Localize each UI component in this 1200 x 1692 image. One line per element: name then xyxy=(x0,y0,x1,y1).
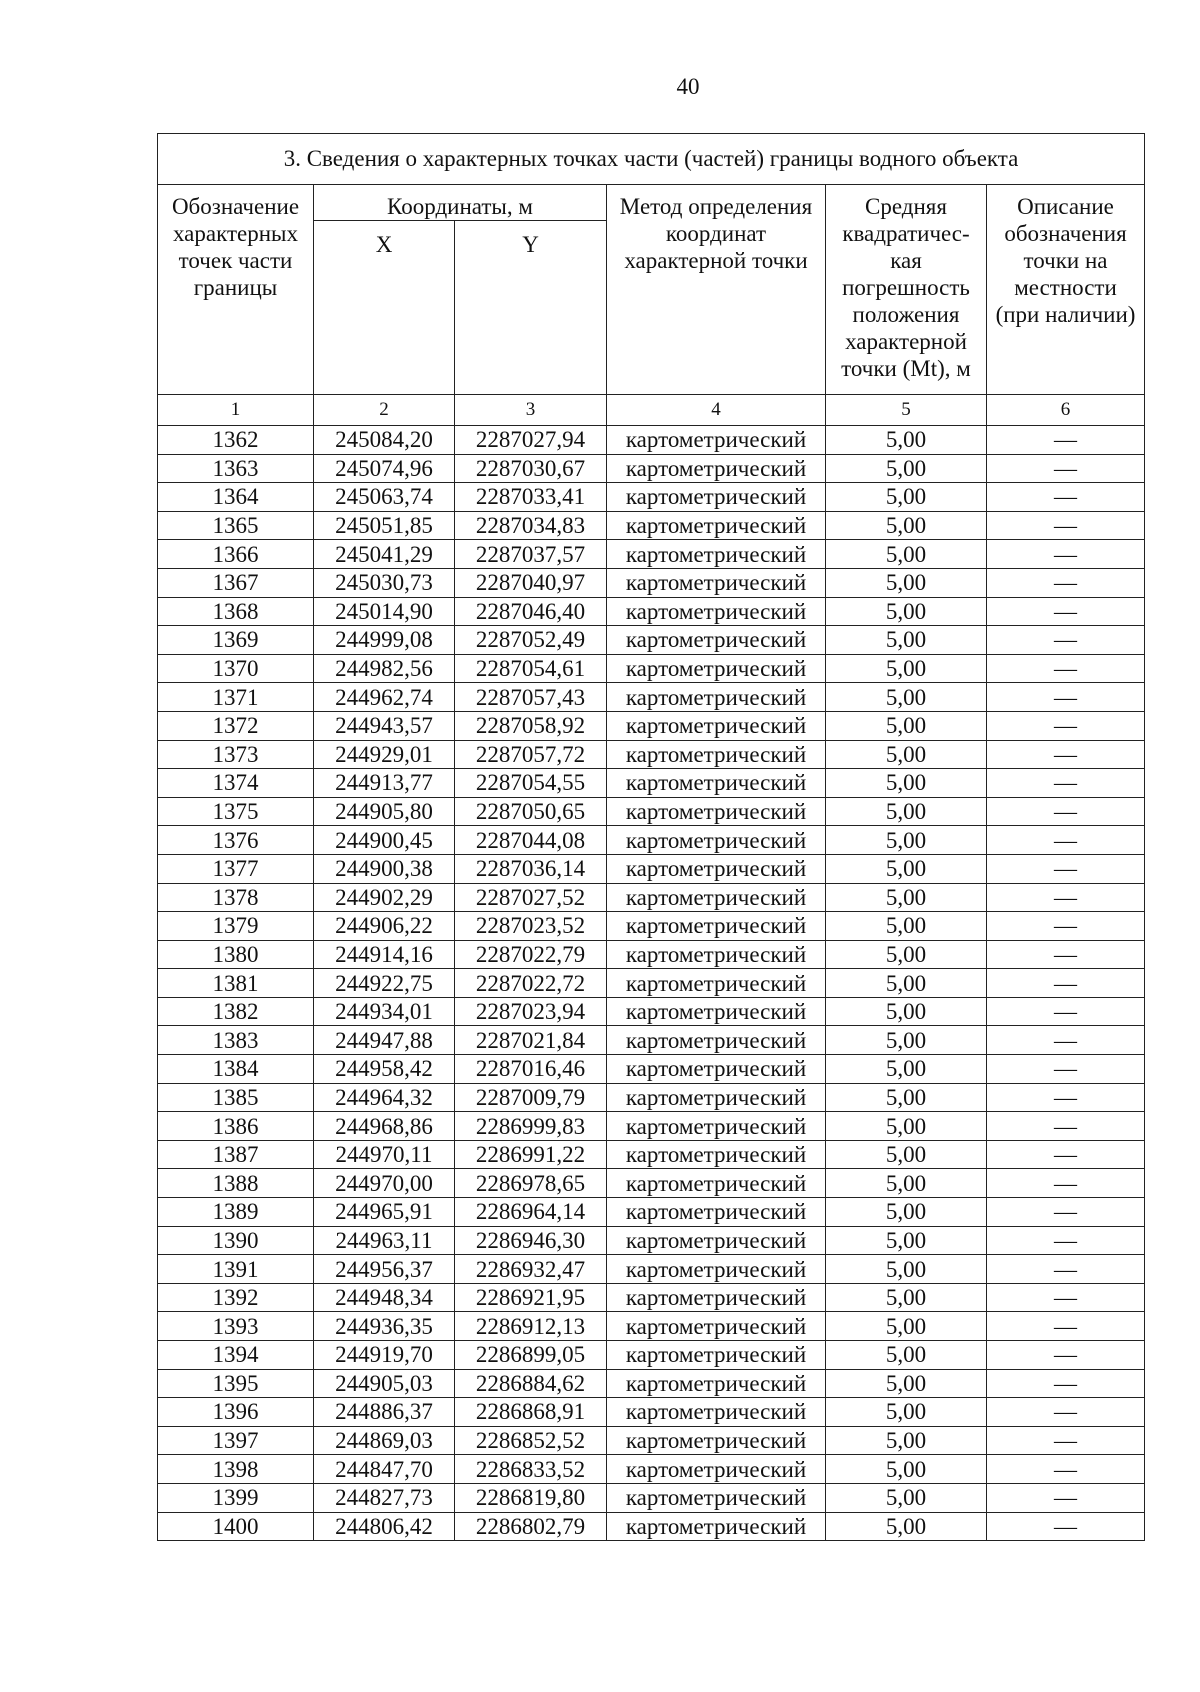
x-coordinate-cell: 244943,57 xyxy=(314,711,455,740)
y-coordinate-cell: 2287009,79 xyxy=(455,1083,607,1112)
method-cell: картометрический xyxy=(607,1055,826,1084)
point-cell: 1365 xyxy=(158,511,314,540)
description-cell: — xyxy=(987,597,1145,626)
description-cell: — xyxy=(987,912,1145,941)
x-coordinate-cell: 244964,32 xyxy=(314,1083,455,1112)
y-coordinate-cell: 2286964,14 xyxy=(455,1198,607,1227)
x-coordinate-cell: 244902,29 xyxy=(314,883,455,912)
point-cell: 1370 xyxy=(158,654,314,683)
point-cell: 1395 xyxy=(158,1369,314,1398)
error-cell: 5,00 xyxy=(826,626,987,655)
error-cell: 5,00 xyxy=(826,1226,987,1255)
table-row xyxy=(158,797,1145,826)
error-cell: 5,00 xyxy=(826,1483,987,1512)
error-cell: 5,00 xyxy=(826,969,987,998)
description-cell: — xyxy=(987,969,1145,998)
method-cell: картометрический xyxy=(607,1312,826,1341)
y-coordinate-cell: 2287054,55 xyxy=(455,769,607,798)
y-coordinate-cell: 2286884,62 xyxy=(455,1369,607,1398)
y-coordinate-cell: 2286912,13 xyxy=(455,1312,607,1341)
y-coordinate-cell: 2287033,41 xyxy=(455,483,607,512)
header-point: Обозначение характерных точек части границы xyxy=(158,185,314,395)
x-coordinate-cell: 244827,73 xyxy=(314,1483,455,1512)
table-row xyxy=(158,568,1145,597)
description-cell: — xyxy=(987,1398,1145,1427)
method-cell: картометрический xyxy=(607,626,826,655)
method-cell: картометрический xyxy=(607,1369,826,1398)
point-cell: 1367 xyxy=(158,568,314,597)
column-number: 5 xyxy=(826,395,987,426)
point-cell: 1372 xyxy=(158,711,314,740)
table-row xyxy=(158,483,1145,512)
method-cell: картометрический xyxy=(607,1455,826,1484)
method-cell: картометрический xyxy=(607,1026,826,1055)
y-coordinate-cell: 2287027,52 xyxy=(455,883,607,912)
method-cell: картометрический xyxy=(607,683,826,712)
description-cell: — xyxy=(987,483,1145,512)
point-cell: 1380 xyxy=(158,940,314,969)
x-coordinate-cell: 244900,45 xyxy=(314,826,455,855)
table-body xyxy=(158,426,1145,1541)
table-row xyxy=(158,1112,1145,1141)
x-coordinate-cell: 245074,96 xyxy=(314,454,455,483)
x-coordinate-cell: 244934,01 xyxy=(314,997,455,1026)
y-coordinate-cell: 2287023,52 xyxy=(455,912,607,941)
y-coordinate-cell: 2286932,47 xyxy=(455,1255,607,1284)
y-coordinate-cell: 2286819,80 xyxy=(455,1483,607,1512)
method-cell: картометрический xyxy=(607,883,826,912)
description-cell: — xyxy=(987,1426,1145,1455)
x-coordinate-cell: 244970,00 xyxy=(314,1169,455,1198)
description-cell: — xyxy=(987,1112,1145,1141)
error-cell: 5,00 xyxy=(826,1369,987,1398)
error-cell: 5,00 xyxy=(826,597,987,626)
description-cell: — xyxy=(987,1283,1145,1312)
point-cell: 1388 xyxy=(158,1169,314,1198)
x-coordinate-cell: 244948,34 xyxy=(314,1283,455,1312)
error-cell: 5,00 xyxy=(826,454,987,483)
y-coordinate-cell: 2287027,94 xyxy=(455,426,607,455)
column-number: 4 xyxy=(607,395,826,426)
x-coordinate-cell: 244958,42 xyxy=(314,1055,455,1084)
method-cell: картометрический xyxy=(607,940,826,969)
point-cell: 1392 xyxy=(158,1283,314,1312)
y-coordinate-cell: 2287040,97 xyxy=(455,568,607,597)
method-cell: картометрический xyxy=(607,1341,826,1370)
table-row xyxy=(158,1198,1145,1227)
x-coordinate-cell: 244999,08 xyxy=(314,626,455,655)
y-coordinate-cell: 2286991,22 xyxy=(455,1140,607,1169)
method-cell: картометрический xyxy=(607,854,826,883)
method-cell: картометрический xyxy=(607,826,826,855)
point-cell: 1376 xyxy=(158,826,314,855)
method-cell: картометрический xyxy=(607,654,826,683)
x-coordinate-cell: 244913,77 xyxy=(314,769,455,798)
description-cell: — xyxy=(987,883,1145,912)
x-coordinate-cell: 244936,35 xyxy=(314,1312,455,1341)
y-coordinate-cell: 2286978,65 xyxy=(455,1169,607,1198)
table-row xyxy=(158,1426,1145,1455)
description-cell: — xyxy=(987,1083,1145,1112)
method-cell: картометрический xyxy=(607,568,826,597)
point-cell: 1364 xyxy=(158,483,314,512)
point-cell: 1390 xyxy=(158,1226,314,1255)
table-row xyxy=(158,1455,1145,1484)
y-coordinate-cell: 2286802,79 xyxy=(455,1512,607,1541)
description-cell: — xyxy=(987,940,1145,969)
table-row xyxy=(158,454,1145,483)
description-cell: — xyxy=(987,1226,1145,1255)
table-row xyxy=(158,626,1145,655)
x-coordinate-cell: 244900,38 xyxy=(314,854,455,883)
y-coordinate-cell: 2287036,14 xyxy=(455,854,607,883)
point-cell: 1371 xyxy=(158,683,314,712)
table-row xyxy=(158,769,1145,798)
error-cell: 5,00 xyxy=(826,1426,987,1455)
method-cell: картометрический xyxy=(607,540,826,569)
table-row xyxy=(158,540,1145,569)
table-row xyxy=(158,654,1145,683)
method-cell: картометрический xyxy=(607,769,826,798)
error-cell: 5,00 xyxy=(826,1112,987,1141)
point-cell: 1366 xyxy=(158,540,314,569)
x-coordinate-cell: 244929,01 xyxy=(314,740,455,769)
method-cell: картометрический xyxy=(607,740,826,769)
y-coordinate-cell: 2287021,84 xyxy=(455,1026,607,1055)
x-coordinate-cell: 244914,16 xyxy=(314,940,455,969)
x-coordinate-cell: 244847,70 xyxy=(314,1455,455,1484)
x-coordinate-cell: 244963,11 xyxy=(314,1226,455,1255)
method-cell: картометрический xyxy=(607,1283,826,1312)
table-row xyxy=(158,1283,1145,1312)
error-cell: 5,00 xyxy=(826,940,987,969)
table-row xyxy=(158,683,1145,712)
y-coordinate-cell: 2287052,49 xyxy=(455,626,607,655)
y-coordinate-cell: 2287050,65 xyxy=(455,797,607,826)
table-row xyxy=(158,740,1145,769)
header-description: Описание обозначения точки на местности (при наличии) xyxy=(987,185,1145,395)
point-cell: 1381 xyxy=(158,969,314,998)
column-number: 3 xyxy=(455,395,607,426)
header-error: Средняя квадратичес-кая погрешность положения характерной точки (Mt), м xyxy=(826,185,987,395)
table-row xyxy=(158,997,1145,1026)
table-row xyxy=(158,711,1145,740)
point-cell: 1398 xyxy=(158,1455,314,1484)
header-y: Y xyxy=(455,221,607,395)
point-cell: 1362 xyxy=(158,426,314,455)
error-cell: 5,00 xyxy=(826,912,987,941)
x-coordinate-cell: 244982,56 xyxy=(314,654,455,683)
description-cell: — xyxy=(987,1483,1145,1512)
error-cell: 5,00 xyxy=(826,654,987,683)
x-coordinate-cell: 245041,29 xyxy=(314,540,455,569)
point-cell: 1382 xyxy=(158,997,314,1026)
table-row xyxy=(158,1369,1145,1398)
method-cell: картометрический xyxy=(607,597,826,626)
point-cell: 1383 xyxy=(158,1026,314,1055)
description-cell: — xyxy=(987,540,1145,569)
method-cell: картометрический xyxy=(607,711,826,740)
x-coordinate-cell: 244947,88 xyxy=(314,1026,455,1055)
table-row xyxy=(158,1483,1145,1512)
x-coordinate-cell: 244970,11 xyxy=(314,1140,455,1169)
description-cell: — xyxy=(987,711,1145,740)
y-coordinate-cell: 2287057,72 xyxy=(455,740,607,769)
method-cell: картометрический xyxy=(607,1512,826,1541)
method-cell: картометрический xyxy=(607,483,826,512)
description-cell: — xyxy=(987,1455,1145,1484)
y-coordinate-cell: 2287034,83 xyxy=(455,511,607,540)
x-coordinate-cell: 245063,74 xyxy=(314,483,455,512)
method-cell: картометрический xyxy=(607,454,826,483)
point-cell: 1399 xyxy=(158,1483,314,1512)
description-cell: — xyxy=(987,997,1145,1026)
table-row xyxy=(158,940,1145,969)
table-row xyxy=(158,854,1145,883)
method-cell: картометрический xyxy=(607,1255,826,1284)
description-cell: — xyxy=(987,511,1145,540)
description-cell: — xyxy=(987,1140,1145,1169)
description-cell: — xyxy=(987,626,1145,655)
y-coordinate-cell: 2287022,79 xyxy=(455,940,607,969)
y-coordinate-cell: 2286921,95 xyxy=(455,1283,607,1312)
y-coordinate-cell: 2286999,83 xyxy=(455,1112,607,1141)
method-cell: картометрический xyxy=(607,511,826,540)
point-cell: 1374 xyxy=(158,769,314,798)
y-coordinate-cell: 2286852,52 xyxy=(455,1426,607,1455)
x-coordinate-cell: 244886,37 xyxy=(314,1398,455,1427)
method-cell: картометрический xyxy=(607,1226,826,1255)
method-cell: картометрический xyxy=(607,997,826,1026)
table-row xyxy=(158,1169,1145,1198)
point-cell: 1375 xyxy=(158,797,314,826)
point-cell: 1391 xyxy=(158,1255,314,1284)
table-row xyxy=(158,1140,1145,1169)
point-cell: 1369 xyxy=(158,626,314,655)
description-cell: — xyxy=(987,568,1145,597)
y-coordinate-cell: 2287022,72 xyxy=(455,969,607,998)
error-cell: 5,00 xyxy=(826,1198,987,1227)
table-row xyxy=(158,969,1145,998)
description-cell: — xyxy=(987,1512,1145,1541)
table-row xyxy=(158,1083,1145,1112)
description-cell: — xyxy=(987,1026,1145,1055)
point-cell: 1394 xyxy=(158,1341,314,1370)
error-cell: 5,00 xyxy=(826,1255,987,1284)
table-row xyxy=(158,826,1145,855)
y-coordinate-cell: 2286833,52 xyxy=(455,1455,607,1484)
description-cell: — xyxy=(987,1198,1145,1227)
description-cell: — xyxy=(987,1341,1145,1370)
error-cell: 5,00 xyxy=(826,854,987,883)
error-cell: 5,00 xyxy=(826,1169,987,1198)
column-number: 6 xyxy=(987,395,1145,426)
x-coordinate-cell: 245084,20 xyxy=(314,426,455,455)
method-cell: картометрический xyxy=(607,1483,826,1512)
description-cell: — xyxy=(987,1055,1145,1084)
point-cell: 1385 xyxy=(158,1083,314,1112)
description-cell: — xyxy=(987,1369,1145,1398)
x-coordinate-cell: 245051,85 xyxy=(314,511,455,540)
point-cell: 1386 xyxy=(158,1112,314,1141)
description-cell: — xyxy=(987,683,1145,712)
header-coordinates: Координаты, м xyxy=(314,185,607,221)
method-cell: картометрический xyxy=(607,1169,826,1198)
table-row xyxy=(158,511,1145,540)
error-cell: 5,00 xyxy=(826,1398,987,1427)
method-cell: картометрический xyxy=(607,426,826,455)
error-cell: 5,00 xyxy=(826,1283,987,1312)
point-cell: 1373 xyxy=(158,740,314,769)
description-cell: — xyxy=(987,454,1145,483)
x-coordinate-cell: 245014,90 xyxy=(314,597,455,626)
error-cell: 5,00 xyxy=(826,426,987,455)
description-cell: — xyxy=(987,797,1145,826)
method-cell: картометрический xyxy=(607,1198,826,1227)
x-coordinate-cell: 244906,22 xyxy=(314,912,455,941)
point-cell: 1377 xyxy=(158,854,314,883)
error-cell: 5,00 xyxy=(826,1312,987,1341)
method-cell: картометрический xyxy=(607,797,826,826)
description-cell: — xyxy=(987,1312,1145,1341)
error-cell: 5,00 xyxy=(826,540,987,569)
point-cell: 1384 xyxy=(158,1055,314,1084)
error-cell: 5,00 xyxy=(826,1341,987,1370)
table-row xyxy=(158,1255,1145,1284)
error-cell: 5,00 xyxy=(826,1083,987,1112)
y-coordinate-cell: 2287057,43 xyxy=(455,683,607,712)
x-coordinate-cell: 244905,03 xyxy=(314,1369,455,1398)
y-coordinate-cell: 2287030,67 xyxy=(455,454,607,483)
x-coordinate-cell: 244919,70 xyxy=(314,1341,455,1370)
method-cell: картометрический xyxy=(607,1140,826,1169)
table-row xyxy=(158,426,1145,455)
column-number-row xyxy=(158,395,1145,426)
x-coordinate-cell: 244956,37 xyxy=(314,1255,455,1284)
error-cell: 5,00 xyxy=(826,568,987,597)
table-row xyxy=(158,883,1145,912)
point-cell: 1363 xyxy=(158,454,314,483)
point-cell: 1379 xyxy=(158,912,314,941)
y-coordinate-cell: 2286946,30 xyxy=(455,1226,607,1255)
method-cell: картометрический xyxy=(607,1083,826,1112)
description-cell: — xyxy=(987,1255,1145,1284)
error-cell: 5,00 xyxy=(826,511,987,540)
y-coordinate-cell: 2287016,46 xyxy=(455,1055,607,1084)
x-coordinate-cell: 244962,74 xyxy=(314,683,455,712)
table-row xyxy=(158,1312,1145,1341)
error-cell: 5,00 xyxy=(826,883,987,912)
error-cell: 5,00 xyxy=(826,997,987,1026)
method-cell: картометрический xyxy=(607,1112,826,1141)
point-cell: 1378 xyxy=(158,883,314,912)
error-cell: 5,00 xyxy=(826,483,987,512)
error-cell: 5,00 xyxy=(826,1026,987,1055)
description-cell: — xyxy=(987,740,1145,769)
point-cell: 1400 xyxy=(158,1512,314,1541)
y-coordinate-cell: 2286868,91 xyxy=(455,1398,607,1427)
table-row xyxy=(158,1055,1145,1084)
column-number: 2 xyxy=(314,395,455,426)
y-coordinate-cell: 2286899,05 xyxy=(455,1341,607,1370)
method-cell: картометрический xyxy=(607,1426,826,1455)
description-cell: — xyxy=(987,769,1145,798)
description-cell: — xyxy=(987,1169,1145,1198)
y-coordinate-cell: 2287044,08 xyxy=(455,826,607,855)
column-number: 1 xyxy=(158,395,314,426)
point-cell: 1393 xyxy=(158,1312,314,1341)
header-x: X xyxy=(314,221,455,395)
y-coordinate-cell: 2287023,94 xyxy=(455,997,607,1026)
y-coordinate-cell: 2287054,61 xyxy=(455,654,607,683)
table-row xyxy=(158,1341,1145,1370)
method-cell: картометрический xyxy=(607,1398,826,1427)
x-coordinate-cell: 244869,03 xyxy=(314,1426,455,1455)
x-coordinate-cell: 244968,86 xyxy=(314,1112,455,1141)
table-row xyxy=(158,1398,1145,1427)
description-cell: — xyxy=(987,854,1145,883)
error-cell: 5,00 xyxy=(826,1140,987,1169)
table-row xyxy=(158,1512,1145,1541)
error-cell: 5,00 xyxy=(826,1512,987,1541)
error-cell: 5,00 xyxy=(826,769,987,798)
boundary-points-table xyxy=(157,133,1145,1541)
y-coordinate-cell: 2287037,57 xyxy=(455,540,607,569)
header-method: Метод определения координат характерной точки xyxy=(607,185,826,395)
point-cell: 1396 xyxy=(158,1398,314,1427)
table-row xyxy=(158,912,1145,941)
error-cell: 5,00 xyxy=(826,826,987,855)
method-cell: картометрический xyxy=(607,912,826,941)
error-cell: 5,00 xyxy=(826,797,987,826)
table-row xyxy=(158,1026,1145,1055)
x-coordinate-cell: 244905,80 xyxy=(314,797,455,826)
description-cell: — xyxy=(987,826,1145,855)
error-cell: 5,00 xyxy=(826,1455,987,1484)
table-row xyxy=(158,1226,1145,1255)
page-number: 40 xyxy=(676,74,700,99)
x-coordinate-cell: 245030,73 xyxy=(314,568,455,597)
table-title: 3. Сведения о характерных точках части (частей) границы водного объекта xyxy=(158,134,1145,185)
point-cell: 1387 xyxy=(158,1140,314,1169)
table-row xyxy=(158,597,1145,626)
x-coordinate-cell: 244806,42 xyxy=(314,1512,455,1541)
point-cell: 1368 xyxy=(158,597,314,626)
description-cell: — xyxy=(987,654,1145,683)
point-cell: 1397 xyxy=(158,1426,314,1455)
y-coordinate-cell: 2287058,92 xyxy=(455,711,607,740)
error-cell: 5,00 xyxy=(826,1055,987,1084)
method-cell: картометрический xyxy=(607,969,826,998)
x-coordinate-cell: 244922,75 xyxy=(314,969,455,998)
error-cell: 5,00 xyxy=(826,740,987,769)
x-coordinate-cell: 244965,91 xyxy=(314,1198,455,1227)
error-cell: 5,00 xyxy=(826,683,987,712)
point-cell: 1389 xyxy=(158,1198,314,1227)
y-coordinate-cell: 2287046,40 xyxy=(455,597,607,626)
description-cell: — xyxy=(987,426,1145,455)
error-cell: 5,00 xyxy=(826,711,987,740)
